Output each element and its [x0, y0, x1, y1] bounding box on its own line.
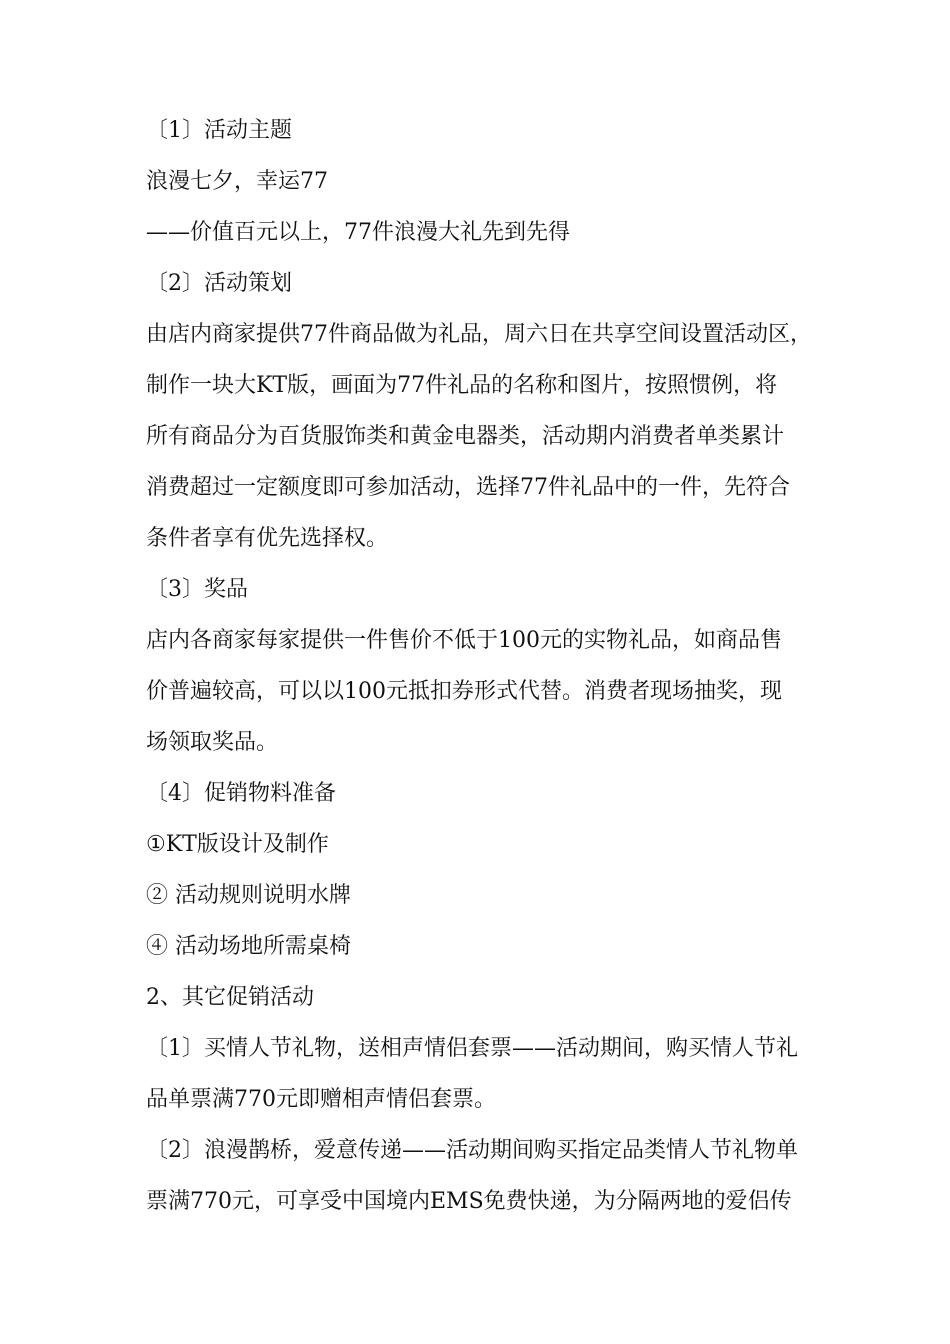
- paragraph-line: 〔2〕浪漫鹊桥，爱意传递——活动期间购买指定品类情人节礼物单: [146, 1138, 798, 1163]
- paragraph-line: ——价值百元以上，77件浪漫大礼先到先得: [146, 220, 570, 245]
- paragraph-line: 由店内商家提供77件商品做为礼品，周六日在共享空间设置活动区，: [146, 322, 812, 347]
- list-item: ④ 活动场地所需桌椅: [146, 934, 351, 959]
- paragraph-line: 票满770元，可享受中国境内EMS免费快递，为分隔两地的爱侣传: [146, 1189, 792, 1214]
- paragraph-line: 店内各商家每家提供一件售价不低于100元的实物礼品，如商品售: [146, 628, 782, 653]
- paragraph-line: 价普遍较高，可以以100元抵扣券形式代替。消费者现场抽奖，现: [146, 679, 782, 704]
- paragraph-line: 场领取奖品。: [146, 730, 279, 755]
- section-heading-planning: 〔2〕活动策划: [146, 271, 292, 296]
- paragraph-line: 消费超过一定额度即可参加活动，选择77件礼品中的一件，先符合: [146, 475, 790, 500]
- paragraph-line: 条件者享有优先选择权。: [146, 526, 389, 551]
- section-heading-materials: 〔4〕促销物料准备: [146, 781, 336, 806]
- paragraph-line: 〔1〕买情人节礼物，送相声情侣套票——活动期间，购买情人节礼: [146, 1036, 798, 1061]
- list-item: ② 活动规则说明水牌: [146, 883, 351, 908]
- list-item: ①KT版设计及制作: [146, 832, 329, 857]
- document-body: [146, 110, 826, 1232]
- paragraph-line: 所有商品分为百货服饰类和黄金电器类，活动期内消费者单类累计: [146, 424, 785, 449]
- section-heading-theme: 〔1〕活动主题: [146, 118, 292, 143]
- paragraph-line: 品单票满770元即赠相声情侣套票。: [146, 1087, 496, 1112]
- section-heading-other-promotions: 2、其它促销活动: [146, 985, 314, 1010]
- paragraph-line: 制作一块大KT版，画面为77件礼品的名称和图片，按照惯例，将: [146, 373, 778, 398]
- paragraph-line: 浪漫七夕，幸运77: [146, 169, 328, 194]
- section-heading-prizes: 〔3〕奖品: [146, 577, 248, 602]
